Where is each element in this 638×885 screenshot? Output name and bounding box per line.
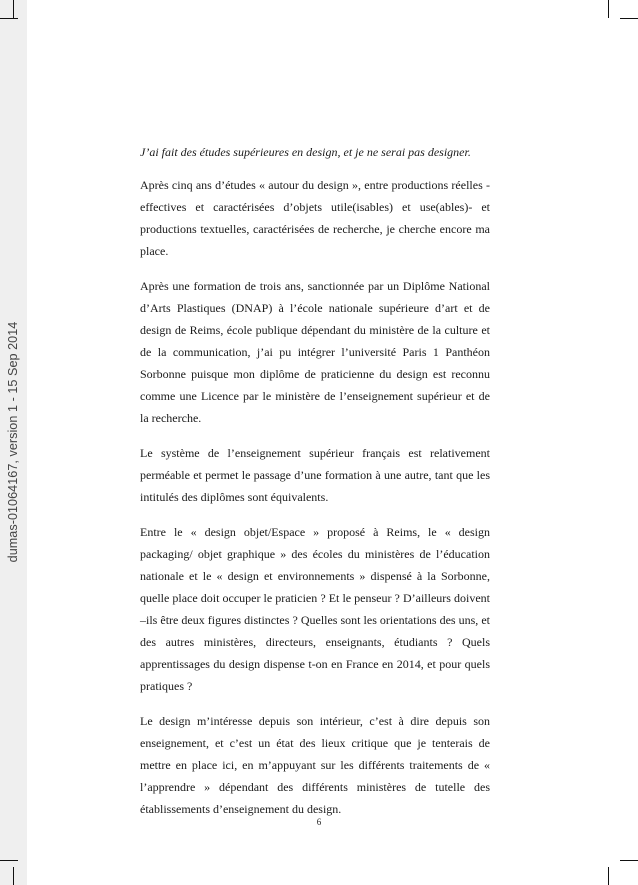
crop-mark-top-left	[13, 0, 14, 18]
crop-mark-top-right	[608, 0, 609, 18]
crop-mark-top-right-h	[620, 18, 638, 19]
archive-stamp: dumas-01064167, version 1 - 15 Sep 2014	[6, 321, 20, 563]
paragraph-1: Après cinq ans d’études « autour du design », entre productions réelles -effectives et caractérisées d’objets utile(isables) et use(ables)- et productions textuelles, caractérisées de recherche, je cherche encore ma place.	[140, 178, 490, 258]
crop-mark-bottom-right	[608, 867, 609, 885]
page-number: 6	[316, 817, 322, 827]
crop-mark-top-left-h	[0, 18, 18, 19]
lead-sentence: J’ai fait des études supérieures en design, et je ne serai pas designer.	[140, 145, 471, 159]
crop-mark-bottom-right-h	[620, 860, 638, 861]
paragraph-2: Après une formation de trois ans, sanctionnée par un Diplôme National d’Arts Plastiques (DNAP) à l’école nationale supérieure d’art et de design de Reims, école publique dépendant du ministère de la culture et de la communication, j’ai pu intégrer l’université Paris 1 Panthéon Sorbonne puisque mon diplôme de praticienne du design est reconnu comme une Licence par le ministère de l’enseignement supérieur et de la recherche.	[140, 279, 490, 425]
crop-mark-bottom-left	[13, 867, 14, 885]
paragraph-5: Le design m’intéresse depuis son intérieur, c’est à dire depuis son enseignement, et c’est un état des lieux critique que je tenterais de mettre en place ici, en m’appuyant sur les différents traitements de « l’apprendre » dépendant des différents ministères de tutelle des établissements d’enseignement du design.	[140, 714, 490, 816]
paragraph-4: Entre le « design objet/Espace » proposé à Reims, le « design packaging/ objet graphique » des écoles du ministères de l’éducation nationale et le « design et environnements » dispensé à la Sorbonne, quelle place doit occuper le praticien ? Et le penseur ? D’ailleurs doivent –ils être deux figures distinctes ? Quelles sont les orientations des uns, et des autres ministères, directeurs, enseignants, étudiants ? Quels apprentissages du design dispense t-on en France en 2014, et pour quels pratiques ?	[140, 525, 490, 693]
paragraph-3: Le système de l’enseignement supérieur français est relativement perméable et permet le passage d’une formation à une autre, tant que les intitulés des diplômes sont équivalents.	[140, 446, 490, 504]
archive-stamp-band	[0, 0, 27, 885]
crop-mark-bottom-left-h	[0, 860, 18, 861]
body-text	[140, 144, 490, 833]
